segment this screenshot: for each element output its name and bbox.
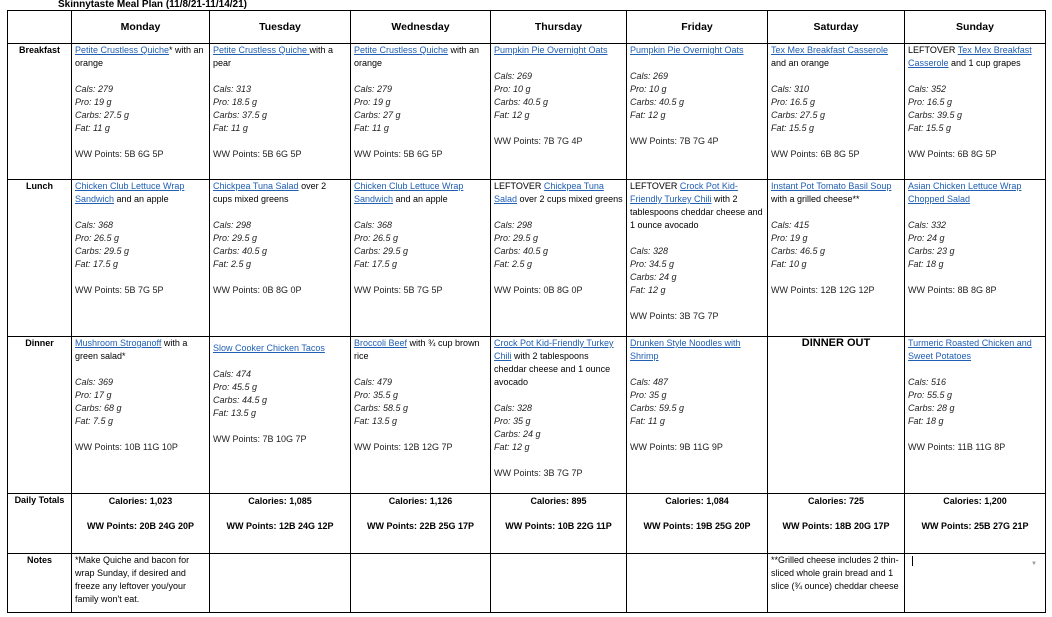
nutrition-pro: Pro: 45.5 g <box>213 382 258 392</box>
notes-cell[interactable] <box>905 554 1046 613</box>
nutrition-cals: Cals: 279 <box>75 84 114 94</box>
nutrition-pro: Pro: 34.5 g <box>630 259 675 269</box>
breakfast-cell-content <box>768 44 904 161</box>
breakfast-cell <box>351 44 491 180</box>
dinner-out-label: DINNER OUT <box>801 337 871 349</box>
nutrition-pro: Pro: 10 g <box>630 84 667 94</box>
dinner-cell <box>627 337 768 494</box>
notes-cell[interactable] <box>768 554 905 613</box>
ww-points: WW Points: 3B 7G 7P <box>494 468 583 478</box>
nutrition-fat: Fat: 2.5 g <box>494 259 533 269</box>
nutrition-cals: Cals: 368 <box>354 220 393 230</box>
meal-suffix: and 1 cup grapes <box>948 58 1021 68</box>
dinner-cell <box>491 337 627 494</box>
dinner-cell <box>768 337 905 494</box>
meal-suffix: with 2 tablespoons cheddar cheese and 1 ounce avocado <box>630 194 763 230</box>
dinner-cell <box>905 337 1046 494</box>
row-label-lunch: Lunch <box>8 180 72 337</box>
lunch-cell-content <box>627 180 767 323</box>
meal-plan-table <box>7 10 1046 613</box>
nutrition-fat: Fat: 11 g <box>630 416 665 426</box>
nutrition-pro: Pro: 10 g <box>494 84 531 94</box>
recipe-link[interactable]: Pumpkin Pie Overnight Oats <box>630 45 744 55</box>
recipe-link[interactable]: Crock Pot Kid-Friendly Turkey Chili <box>494 338 614 361</box>
lunch-cell <box>905 180 1046 337</box>
nutrition-cals: Cals: 269 <box>630 71 669 81</box>
ww-points: WW Points: 5B 7G 5P <box>354 285 443 295</box>
nutrition-fat: Fat: 18 g <box>908 259 944 269</box>
meal-description <box>630 337 764 363</box>
nutrition-pro: Pro: 55.5 g <box>908 390 953 400</box>
lunch-cell <box>627 180 768 337</box>
nutrition-cals: Cals: 279 <box>354 84 393 94</box>
nutrition-cals: Cals: 310 <box>771 84 810 94</box>
daily-total-cell <box>768 494 905 554</box>
nutrition-pro: Pro: 19 g <box>354 97 391 107</box>
nutrition-fat: Fat: 12 g <box>630 110 666 120</box>
daily-total-cell <box>905 494 1046 554</box>
dinner-cell <box>72 337 210 494</box>
daily-total-cell <box>351 494 491 554</box>
meal-description <box>354 337 487 363</box>
nutrition-cals: Cals: 328 <box>630 246 669 256</box>
nutrition-cals: Cals: 516 <box>908 377 947 387</box>
notes-cell[interactable] <box>627 554 768 613</box>
ww-points: WW Points: 6B 8G 5P <box>771 149 860 159</box>
nutrition-carbs: Carbs: 40.5 g <box>630 97 685 107</box>
ww-points: WW Points: 8B 8G 8P <box>908 285 997 295</box>
daily-ww-points: WW Points: 18B 20G 17P <box>782 521 890 531</box>
nutrition-carbs: Carbs: 23 g <box>908 246 955 256</box>
ww-points: WW Points: 5B 7G 5P <box>75 285 164 295</box>
nutrition-carbs: Carbs: 40.5 g <box>494 246 549 256</box>
recipe-link[interactable]: Broccoli Beef <box>354 338 408 348</box>
daily-ww-points: WW Points: 10B 22G 11P <box>505 521 612 531</box>
nutrition-cals: Cals: 298 <box>213 220 252 230</box>
nutrition-fat: Fat: 12 g <box>630 285 666 295</box>
nutrition-fat: Fat: 12 g <box>494 110 530 120</box>
recipe-link[interactable]: Chicken Club Lettuce Wrap Sandwich <box>354 181 464 204</box>
nutrition-carbs: Carbs: 27.5 g <box>75 110 130 120</box>
breakfast-cell <box>210 44 351 180</box>
nutrition-cals: Cals: 369 <box>75 377 114 387</box>
meal-description <box>771 44 901 70</box>
recipe-link[interactable]: Tex Mex Breakfast Casserole <box>771 45 889 55</box>
breakfast-cell-content <box>491 44 626 148</box>
ww-points: WW Points: 0B 8G 0P <box>213 285 302 295</box>
daily-ww-points: WW Points: 19B 25G 20P <box>643 521 751 531</box>
nutrition-pro: Pro: 17 g <box>75 390 112 400</box>
meal-description <box>494 337 623 389</box>
nutrition-fat: Fat: 18 g <box>908 416 944 426</box>
lunch-row <box>8 180 1046 337</box>
meal-description <box>213 44 347 70</box>
nutrition-pro: Pro: 26.5 g <box>75 233 120 243</box>
nutrition-pro: Pro: 24 g <box>908 233 945 243</box>
recipe-link[interactable]: Chickpea Tuna Salad <box>494 181 604 204</box>
nutrition-carbs: Carbs: 58.5 g <box>354 403 409 413</box>
nutrition-pro: Pro: 16.5 g <box>771 97 816 107</box>
lunch-cell <box>210 180 351 337</box>
ww-points: WW Points: 6B 8G 5P <box>908 149 997 159</box>
recipe-link[interactable]: Chickpea Tuna Salad <box>213 181 299 191</box>
nutrition-cals: Cals: 328 <box>494 403 533 413</box>
recipe-link[interactable]: Drunken Style Noodles with Shrimp <box>630 338 741 361</box>
nutrition-pro: Pro: 29.5 g <box>213 233 258 243</box>
nutrition-cals: Cals: 415 <box>771 220 810 230</box>
nutrition-cals: Cals: 479 <box>354 377 393 387</box>
row-label-breakfast: Breakfast <box>8 44 72 180</box>
nutrition-carbs: Carbs: 24 g <box>494 429 541 439</box>
nutrition-carbs: Carbs: 59.5 g <box>630 403 685 413</box>
dinner-cell <box>351 337 491 494</box>
nutrition-pro: Pro: 35 g <box>630 390 667 400</box>
nutrition-fat: Fat: 10 g <box>771 259 807 269</box>
meal-description <box>908 180 1042 206</box>
daily-ww-points: WW Points: 22B 25G 17P <box>366 521 475 531</box>
note-text: *Make Quiche and bacon for wrap Sunday, if desired and freeze any leftover you/your family won't eat. <box>75 555 190 604</box>
nutrition-carbs: Carbs: 44.5 g <box>213 395 268 405</box>
row-label-totals <box>8 494 72 554</box>
day-header: Monday <box>72 11 210 44</box>
breakfast-cell-content <box>905 44 1045 161</box>
recipe-link[interactable]: Chicken Club Lettuce Wrap Sandwich <box>75 181 185 204</box>
nutrition-pro: Pro: 18.5 g <box>213 97 258 107</box>
daily-calories: Calories: 725 <box>807 496 865 506</box>
daily-calories: Calories: 1,200 <box>943 496 1007 506</box>
daily-ww-points: WW Points: 12B 24G 12P <box>226 521 334 531</box>
nutrition-fat: Fat: 15.5 g <box>908 123 952 133</box>
daily-total-cell <box>627 494 768 554</box>
meal-description <box>75 180 206 206</box>
ww-points: WW Points: 7B 7G 4P <box>494 136 583 146</box>
nutrition-fat: Fat: 7.5 g <box>75 416 114 426</box>
meal-description <box>908 337 1042 363</box>
nutrition-cals: Cals: 474 <box>213 369 252 379</box>
meal-description <box>771 180 901 206</box>
nutrition-carbs: Carbs: 40.5 g <box>494 97 549 107</box>
recipe-link[interactable]: Petite Crustless Quiche <box>75 45 170 55</box>
nutrition-cals: Cals: 298 <box>494 220 533 230</box>
nutrition-carbs: Carbs: 27.5 g <box>771 110 826 120</box>
daily-ww-points: WW Points: 25B 27G 21P <box>921 521 1029 531</box>
meal-suffix: with 2 tablespoons cheddar cheese and 1 ounce avocado <box>494 351 611 387</box>
ww-points: WW Points: 5B 6G 5P <box>213 149 302 159</box>
meal-description <box>213 342 347 355</box>
dinner-cell-content <box>72 337 209 454</box>
recipe-link[interactable]: Instant Pot Tomato Basil Soup <box>771 181 892 191</box>
meal-description <box>494 180 623 206</box>
daily-calories: Calories: 1,085 <box>248 496 312 506</box>
ww-points: WW Points: 0B 8G 0P <box>494 285 583 295</box>
nutrition-carbs: Carbs: 39.5 g <box>908 110 963 120</box>
meal-description <box>494 44 623 57</box>
dinner-cell-content <box>491 337 626 480</box>
meal-prefix: LEFTOVER <box>630 181 680 191</box>
page-title: Skinnytaste Meal Plan (11/8/21-11/14/21) <box>58 0 247 10</box>
nutrition-cals: Cals: 269 <box>494 71 533 81</box>
note-text: **Grilled cheese includes 2 thin-sliced whole grain bread and 1 slice (¾ ounce) cheddar cheese <box>771 555 899 591</box>
recipe-link[interactable]: Asian Chicken Lettuce Wrap Chopped Salad <box>908 181 1022 204</box>
daily-total-cell <box>491 494 627 554</box>
dropdown-arrow-icon[interactable]: ▼ <box>1031 561 1037 567</box>
nutrition-carbs: Carbs: 27 g <box>354 110 401 120</box>
daily-total-cell <box>72 494 210 554</box>
nutrition-pro: Pro: 35 g <box>494 416 531 426</box>
nutrition-carbs: Carbs: 29.5 g <box>354 246 409 256</box>
ww-points: WW Points: 7B 10G 7P <box>213 434 307 444</box>
ww-points: WW Points: 12B 12G 12P <box>771 285 875 295</box>
nutrition-carbs: Carbs: 28 g <box>908 403 955 413</box>
lunch-cell <box>72 180 210 337</box>
recipe-link[interactable]: Petite Crustless Quiche <box>213 45 310 55</box>
nutrition-cals: Cals: 487 <box>630 377 669 387</box>
breakfast-cell <box>627 44 768 180</box>
nutrition-fat: Fat: 11 g <box>75 123 110 133</box>
dinner-cell-content <box>627 337 767 454</box>
meal-suffix: * with an orange <box>75 45 204 68</box>
meal-description <box>630 44 764 57</box>
meal-suffix: over 2 cups mixed greens <box>517 194 623 204</box>
lunch-cell-content <box>351 180 490 297</box>
breakfast-cell <box>491 44 627 180</box>
meal-suffix: with a green salad* <box>75 338 188 361</box>
meal-description <box>213 180 347 206</box>
meal-suffix: over 2 cups mixed greens <box>213 181 327 204</box>
ww-points: WW Points: 9B 11G 9P <box>630 442 723 452</box>
day-header: Tuesday <box>210 11 351 44</box>
day-header: Saturday <box>768 11 905 44</box>
dinner-cell-content <box>768 337 904 350</box>
meal-suffix: with ¾ cup brown rice <box>354 338 480 361</box>
nutrition-cals: Cals: 352 <box>908 84 947 94</box>
ww-points: WW Points: 7B 7G 4P <box>630 136 719 146</box>
lunch-cell <box>768 180 905 337</box>
breakfast-cell-content <box>351 44 490 161</box>
meal-description <box>354 44 487 70</box>
nutrition-pro: Pro: 29.5 g <box>494 233 539 243</box>
nutrition-fat: Fat: 17.5 g <box>75 259 119 269</box>
lunch-cell <box>491 180 627 337</box>
nutrition-carbs: Carbs: 68 g <box>75 403 122 413</box>
day-header: Friday <box>627 11 768 44</box>
notes-cell[interactable] <box>491 554 627 613</box>
meal-prefix: LEFTOVER <box>494 181 544 191</box>
day-header: Wednesday <box>351 11 491 44</box>
meal-suffix: and an apple <box>393 194 448 204</box>
nutrition-fat: Fat: 11 g <box>213 123 248 133</box>
nutrition-pro: Pro: 16.5 g <box>908 97 953 107</box>
notes-cell[interactable] <box>210 554 351 613</box>
meal-description <box>354 180 487 206</box>
dinner-cell <box>210 337 351 494</box>
totals-row <box>8 494 1046 554</box>
lunch-cell-content <box>491 180 626 297</box>
recipe-link[interactable]: Petite Crustless Quiche <box>354 45 449 55</box>
nutrition-fat: Fat: 11 g <box>354 123 389 133</box>
breakfast-cell <box>768 44 905 180</box>
ww-points: WW Points: 10B 11G 10P <box>75 442 178 452</box>
recipe-link[interactable]: Crock Pot Kid-Friendly Turkey Chili <box>630 181 738 204</box>
nutrition-carbs: Carbs: 46.5 g <box>771 246 826 256</box>
meal-description <box>75 337 206 363</box>
notes-row <box>8 554 1046 613</box>
daily-calories: Calories: 895 <box>530 496 587 506</box>
breakfast-cell-content <box>627 44 767 148</box>
meal-suffix: and an orange <box>771 58 830 68</box>
meal-prefix: LEFTOVER <box>908 45 958 55</box>
daily-total-cell <box>210 494 351 554</box>
corner-cell <box>8 11 72 44</box>
meal-description <box>75 44 206 70</box>
recipe-link[interactable]: Slow Cooker Chicken Tacos <box>213 343 325 353</box>
text-cursor <box>912 556 913 566</box>
nutrition-carbs: Carbs: 29.5 g <box>75 246 130 256</box>
nutrition-cals: Cals: 313 <box>213 84 252 94</box>
nutrition-carbs: Carbs: 24 g <box>630 272 677 282</box>
nutrition-fat: Fat: 2.5 g <box>213 259 252 269</box>
dinner-cell-content <box>905 337 1045 454</box>
dinner-cell-content <box>351 337 490 454</box>
ww-points: WW Points: 3B 7G 7P <box>630 311 719 321</box>
lunch-cell-content <box>72 180 209 297</box>
meal-description <box>630 180 764 232</box>
meal-suffix: with a grilled cheese** <box>771 194 860 204</box>
notes-cell[interactable] <box>351 554 491 613</box>
day-header: Sunday <box>905 11 1046 44</box>
breakfast-cell <box>72 44 210 180</box>
row-label-totals-text: Daily Totals <box>14 495 65 505</box>
meal-suffix: with a pear <box>213 45 334 68</box>
daily-ww-points: WW Points: 20B 24G 20P <box>86 521 195 531</box>
row-label-notes: Notes <box>8 554 72 613</box>
lunch-cell <box>351 180 491 337</box>
nutrition-cals: Cals: 332 <box>908 220 947 230</box>
meal-suffix: with an orange <box>354 45 480 68</box>
breakfast-cell <box>905 44 1046 180</box>
breakfast-cell-content <box>210 44 350 161</box>
daily-calories: Calories: 1,023 <box>108 496 173 506</box>
lunch-cell-content <box>210 180 350 297</box>
nutrition-fat: Fat: 15.5 g <box>771 123 815 133</box>
nutrition-pro: Pro: 19 g <box>75 97 112 107</box>
row-label-dinner: Dinner <box>8 337 72 494</box>
recipe-link[interactable]: Turmeric Roasted Chicken and Sweet Potatoes <box>908 338 1032 361</box>
nutrition-pro: Pro: 35.5 g <box>354 390 399 400</box>
nutrition-fat: Fat: 12 g <box>494 442 530 452</box>
ww-points: WW Points: 12B 12G 7P <box>354 442 453 452</box>
breakfast-cell-content <box>72 44 209 161</box>
nutrition-pro: Pro: 19 g <box>771 233 808 243</box>
header-row <box>8 11 1046 44</box>
nutrition-cals: Cals: 368 <box>75 220 114 230</box>
nutrition-pro: Pro: 26.5 g <box>354 233 399 243</box>
dinner-row <box>8 337 1046 494</box>
ww-points: WW Points: 5B 6G 5P <box>354 149 443 159</box>
day-header: Thursday <box>491 11 627 44</box>
nutrition-carbs: Carbs: 37.5 g <box>213 110 268 120</box>
nutrition-carbs: Carbs: 40.5 g <box>213 246 268 256</box>
lunch-cell-content <box>905 180 1045 297</box>
daily-calories: Calories: 1,084 <box>665 496 729 506</box>
lunch-cell-content <box>768 180 904 297</box>
ww-points: WW Points: 11B 11G 8P <box>908 442 1006 452</box>
recipe-link[interactable]: Mushroom Stroganoff <box>75 338 162 348</box>
dinner-cell-content <box>210 337 350 446</box>
recipe-link[interactable]: Tex Mex Breakfast Casserole <box>908 45 1032 68</box>
recipe-link[interactable]: Pumpkin Pie Overnight Oats <box>494 45 608 55</box>
meal-suffix: and an apple <box>114 194 169 204</box>
notes-cell[interactable] <box>72 554 210 613</box>
nutrition-fat: Fat: 13.5 g <box>354 416 398 426</box>
meal-description <box>908 44 1042 70</box>
nutrition-fat: Fat: 13.5 g <box>213 408 257 418</box>
nutrition-fat: Fat: 17.5 g <box>354 259 398 269</box>
breakfast-row <box>8 44 1046 180</box>
ww-points: WW Points: 5B 6G 5P <box>75 149 164 159</box>
daily-calories: Calories: 1,126 <box>388 496 453 506</box>
